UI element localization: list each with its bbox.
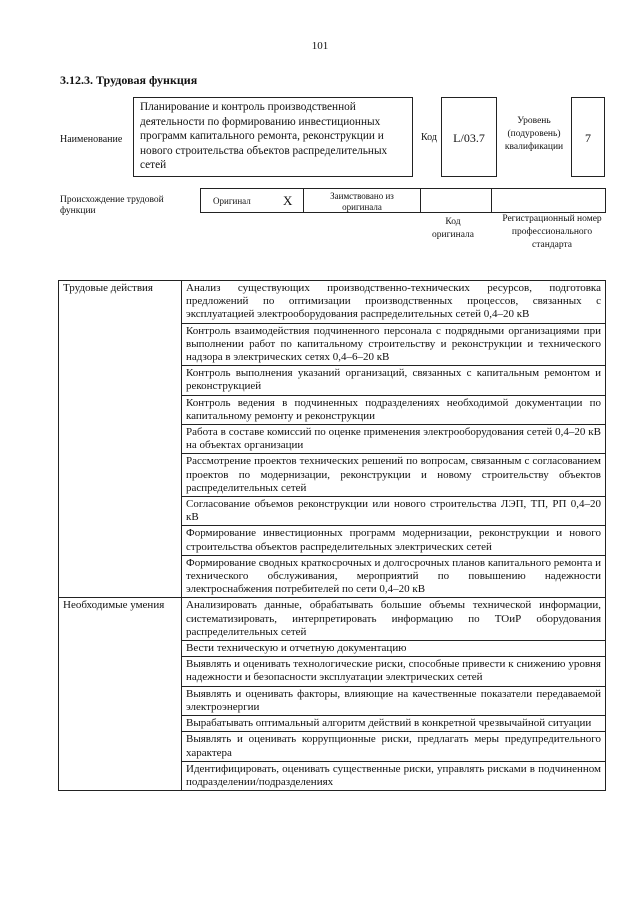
required-skills-item (182, 732, 606, 761)
item-text: Контроль взаимодействия подчиненного персонала с подрядными организациями при выполнении работ по капитальному строительству и реконструкции и технического надзора в электрических сетях 0,4–6–20 кВ (186, 324, 601, 364)
item-text: Согласование объемов реконструкции или нового строительства ЛЭП, ТП, РП 0,4–20 кВ (186, 498, 601, 524)
reg-number-cell (491, 188, 606, 213)
reg-number-label: Регистрационный номер профессионального стандарта (502, 214, 602, 250)
labor-actions-label: Трудовые действия (59, 281, 182, 598)
item-text: Контроль выполнения указаний организаций, связанных с капитальным ремонтом и реконструкцией (186, 367, 601, 393)
level-label: Уровень (подуровень) квалификации (504, 116, 564, 152)
level-box (571, 97, 605, 177)
required-skills-item (182, 716, 606, 732)
labor-actions-item (182, 425, 606, 454)
original-cell (200, 188, 304, 213)
code-box (441, 97, 497, 177)
section-title: 3.12.3. Трудовая функция (60, 73, 198, 87)
item-text: Вести техническую и отчетную документацию (186, 642, 407, 655)
origin-label: Происхождение трудовой функции (60, 195, 164, 216)
required-skills-item (182, 761, 606, 790)
required-skills-label: Необходимые умения (59, 598, 182, 791)
labor-actions-item (182, 366, 606, 395)
code-original-cell (420, 188, 492, 213)
code-label: Код (421, 132, 437, 143)
required-skills-item (182, 657, 606, 686)
item-text: Рассмотрение проектов технических решений по вопросам, связанным с согласованием проектов по модернизации, реконструкции и новому строительству объектов распределительных сетей (186, 455, 601, 494)
item-text: Выявлять и оценивать коррупционные риски, предлагать меры предупредительного характера (186, 733, 601, 759)
labor-actions-item (182, 395, 606, 424)
name-box (133, 97, 413, 177)
labor-actions-item (182, 323, 606, 366)
name-label: Наименование (60, 134, 123, 145)
table-row (59, 598, 606, 641)
original-label: Оригинал (213, 196, 251, 206)
labor-actions-item (182, 497, 606, 526)
page-number: 101 (311, 40, 329, 52)
item-text: Выявлять и оценивать технологические риски, способные привести к снижению уровня надежности и безопасности эксплуатации электрических сетей (186, 658, 601, 684)
item-text: Контроль ведения в подчиненных подразделениях необходимой документации по капитальному ремонту и реконструкции (186, 396, 601, 422)
level-value: 7 (585, 131, 591, 145)
labor-actions-item (182, 555, 606, 598)
labor-actions-item (182, 454, 606, 497)
borrowed-cell (303, 188, 421, 213)
code-value: L/03.7 (453, 131, 485, 145)
borrowed-label: Заимствовано из оригинала (330, 191, 394, 212)
item-text: Выявлять и оценивать факторы, влияющие на качественные показатели передаваемой электроэнергии (186, 687, 601, 713)
origin-row (200, 188, 606, 213)
item-text: Вырабатывать оптимальный алгоритм действий в конкретной чрезвычайной ситуации (186, 717, 592, 730)
item-text: Работа в составе комиссий по оценке применения электрооборудования сетей 0,4–20 кВ на объектах организации (186, 426, 601, 452)
item-text: Анализ существующих производственно-технических ресурсов, подготовка предложений по оптимизации производственных процессов, связанных с эксплуатацией электрооборудования распределительных сетей 0,4–20 кВ (186, 282, 601, 321)
item-text: Анализировать данные, обрабатывать большие объемы технической информации, систематизировать, интерпретировать информацию по ТОиР оборудования распределительных сетей (186, 599, 601, 638)
item-text: Идентифицировать, оценивать существенные риски, управлять рисками в подчиненном подразделении/подразделениях (186, 762, 601, 788)
required-skills-item (182, 641, 606, 657)
name-value: Планирование и контроль производственной деятельности по формированию инвестиционных программ капитального ремонта, реконструкции и нового строительства объектов распределительных сетей (140, 101, 388, 171)
original-mark: X (283, 193, 293, 208)
required-skills-item (182, 686, 606, 715)
item-text: Формирование сводных краткосрочных и долгосрочных планов капитального ремонта и технического обслуживания, мероприятий по повышению надежности электроснабжения потребителей по сети 0,4–20 кВ (186, 556, 601, 596)
labor-actions-item (182, 526, 606, 555)
table-row (59, 281, 606, 324)
functions-table (58, 280, 606, 791)
item-text: Формирование инвестиционных программ модернизации, реконструкции и нового строительства объектов распределительных электрических сетей (186, 527, 601, 553)
required-skills-item (182, 598, 606, 641)
labor-actions-item (182, 281, 606, 324)
code-original-label: Код оригинала (432, 217, 474, 240)
